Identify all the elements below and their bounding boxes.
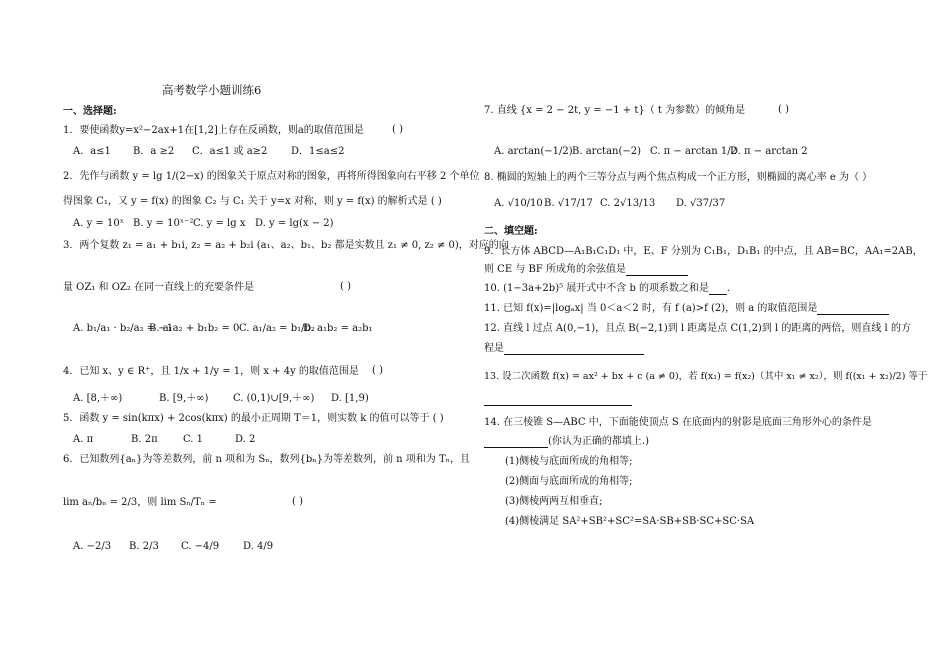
question-6-line-1: 6．已知数列{aₙ}为等差数列，前 n 项和为 Sₙ，数列{bₙ}为等差数列，前 n 项和为 Tₙ，且 (63, 454, 470, 465)
question-12-line-1: 12. 直线 l 过点 A(0,−1)，且点 B(−2,1)到 l 距离是点 C(1,2)到 l 的距离的两倍，则直线 l 的方 (484, 323, 911, 334)
q5-option-c: C. 1 (183, 434, 204, 445)
question-3-line-1: 3．两个复数 z₁ = a₁ + b₁i, z₂ = a₂ + b₂i (a₁、a₂、b₁、b₂ 都是实数且 z₁ ≠ 0, z₂ ≠ 0)，对应的向 (63, 240, 509, 251)
question-13-answer-blank[interactable] (484, 395, 632, 406)
q7-option-b: B. arctan(−2) (572, 146, 642, 157)
question-14-item-3: (3)侧棱两两互相垂直; (505, 496, 603, 507)
question-14-line-1: 14. 在三棱锥 S—ABC 中，下面能使顶点 S 在底面内的射影是底面三角形外心的条件是 (484, 417, 872, 428)
q3-option-d: D. a₁b₂ = a₂b₁ (303, 323, 373, 334)
q8-option-d: D. √37/37 (676, 198, 726, 209)
question-11-answer-blank[interactable] (817, 304, 889, 315)
question-7: 7. 直线 {x = 2 − 2t, y = −1 + t}（ t 为参数）的倾角是 (484, 105, 746, 116)
q5-option-a: A. π (73, 434, 94, 445)
question-9-line-1: 9．长方体 ABCD—A₁B₁C₁D₁ 中，E、F 分别为 C₁B₁，D₁B₁ 的中点，且 AB=BC，AA₁=2AB， (484, 246, 923, 257)
section-fill-heading: 二、填空题: (484, 226, 538, 237)
question-14-hint: (你认为正确的都填上.) (548, 436, 649, 447)
question-14-answer-blank[interactable] (484, 437, 548, 448)
q8-option-b: B. √17/17 (544, 198, 593, 209)
q4-option-d: D. [1,9) (331, 393, 369, 404)
question-14-item-4: (4)侧棱满足 SA²+SB²+SC²=SA·SB+SB·SC+SC·SA (505, 516, 755, 527)
question-10-answer-blank[interactable] (709, 284, 727, 295)
question-12-text: 程是 (484, 343, 504, 354)
question-2-line-1: 2．先作与函数 y = lg 1/(2−x) 的图象关于原点对称的图象，再将所得图象向右平移 2 个单位 (63, 171, 480, 182)
q6-option-d: D. 4/9 (243, 541, 274, 552)
question-11 (484, 302, 889, 315)
q7-option-d: D. π − arctan 2 (730, 146, 808, 157)
question-9-line-2 (484, 263, 688, 276)
question-10-text: 10. (1−3a+2b)⁵ 展开式中不含 b 的项系数之和是 (484, 283, 710, 294)
q3-option-c: C. a₁/a₂ = b₁/b₂ (239, 323, 315, 334)
q5-option-d: D. 2 (235, 434, 256, 445)
q8-option-c: C. 2√13/13 (600, 198, 656, 209)
question-13-answer-line (484, 393, 632, 406)
q6-option-b: B. 2/3 (129, 541, 159, 552)
q6-option-c: C. −4/9 (181, 541, 220, 552)
q2-option-c: C. y = lg x (193, 218, 246, 229)
question-8: 8. 椭圆的短轴上的两个三等分点与两个焦点构成一个正方形，则椭圆的离心率 e 为（ ） (484, 172, 873, 183)
q3-option-a: A. b₁/a₁ · b₂/a₂ = −1 (73, 323, 174, 334)
question-12-line-2 (484, 342, 644, 355)
question-6-line-2: lim aₙ/bₙ = 2/3，则 lim Sₙ/Tₙ = (63, 497, 217, 508)
q1-option-c: C．a≤1 或 a≥2 (192, 146, 268, 157)
question-1-answer-paren: ( ) (392, 124, 403, 135)
question-3-line-2: 量 OZ₁ 和 OZ₂ 在同一直线上的充要条件是 (63, 282, 255, 293)
question-12-answer-blank[interactable] (504, 344, 644, 355)
q1-option-a: A．a≤1 (73, 146, 111, 157)
q4-option-c: C. (0,1)∪[9,＋∞) (233, 393, 315, 404)
question-1: 1．要使函数y=x²−2ax+1在[1,2]上存在反函数，则a的取值范围是 (63, 125, 364, 136)
question-9-answer-blank[interactable] (626, 265, 688, 276)
q8-option-a: A. √10/10 (494, 198, 543, 209)
q6-option-a: A. −2/3 (73, 541, 112, 552)
q7-option-c: C. π − arctan 1/2 (650, 146, 737, 157)
question-14-line-2 (484, 435, 649, 448)
q3-option-b: B. a₁a₂ + b₁b₂ = 0 (149, 323, 240, 334)
question-4: 4．已知 x、y ∈ R⁺，且 1/x + 1/y = 1，则 x + 4y 的取值范围是 (63, 366, 359, 377)
question-10: 10. (1−3a+2b)⁵ 展开式中不含 b 的项系数之和是 . (484, 283, 731, 294)
q4-option-b: B. [9,＋∞) (159, 393, 209, 404)
q5-option-b: B. 2π (131, 434, 158, 445)
q2-option-a: A. y = 10ˣ (73, 218, 124, 229)
question-9-text: 则 CE 与 BF 所成角的余弦值是 (484, 264, 626, 275)
q4-option-a: A. [8,＋∞) (73, 393, 123, 404)
page-title: 高考数学小题训练6 (162, 83, 262, 97)
question-2-line-2: 得图象 C₁，又 y = f(x) 的图象 C₂ 与 C₁ 关于 y=x 对称，则 y = f(x) 的解析式是 ( ) (63, 196, 442, 207)
q2-option-b: B. y = 10ˣ⁻² (133, 218, 194, 229)
question-5: 5．函数 y = sin(kπx) + 2cos(kπx) 的最小正周期 T＝1，则实数 k 的值可以等于 ( ) (63, 413, 444, 424)
question-7-answer-paren: ( ) (778, 104, 789, 115)
question-4-answer-paren: ( ) (372, 365, 383, 376)
question-14-item-2: (2)侧面与底面所成的角相等; (505, 476, 633, 487)
question-13: 13. 设二次函数 f(x) = ax² + bx + c (a ≠ 0)，若 f(x₁) = f(x₂)（其中 x₁ ≠ x₂），则 f((x₁ + x₂)/2) 等于 (484, 371, 928, 382)
question-11-text: 11. 已知 f(x)=|logₐx| 当 0＜a＜2 时，有 f (a)>f (2)，则 a 的取值范围是 (484, 303, 818, 314)
q1-option-b: B．a ≥2 (133, 146, 175, 157)
question-6-answer-paren: ( ) (292, 496, 303, 507)
question-3-answer-paren: ( ) (340, 281, 351, 292)
q1-option-d: D．1≤a≤2 (291, 146, 345, 157)
q7-option-a: A. arctan(−1/2) (494, 146, 573, 157)
q2-option-d: D. y = lg(x − 2) (255, 218, 334, 229)
section-choice-heading: 一、选择题: (63, 106, 117, 117)
question-14-item-1: (1)侧棱与底面所成的角相等; (505, 456, 633, 467)
